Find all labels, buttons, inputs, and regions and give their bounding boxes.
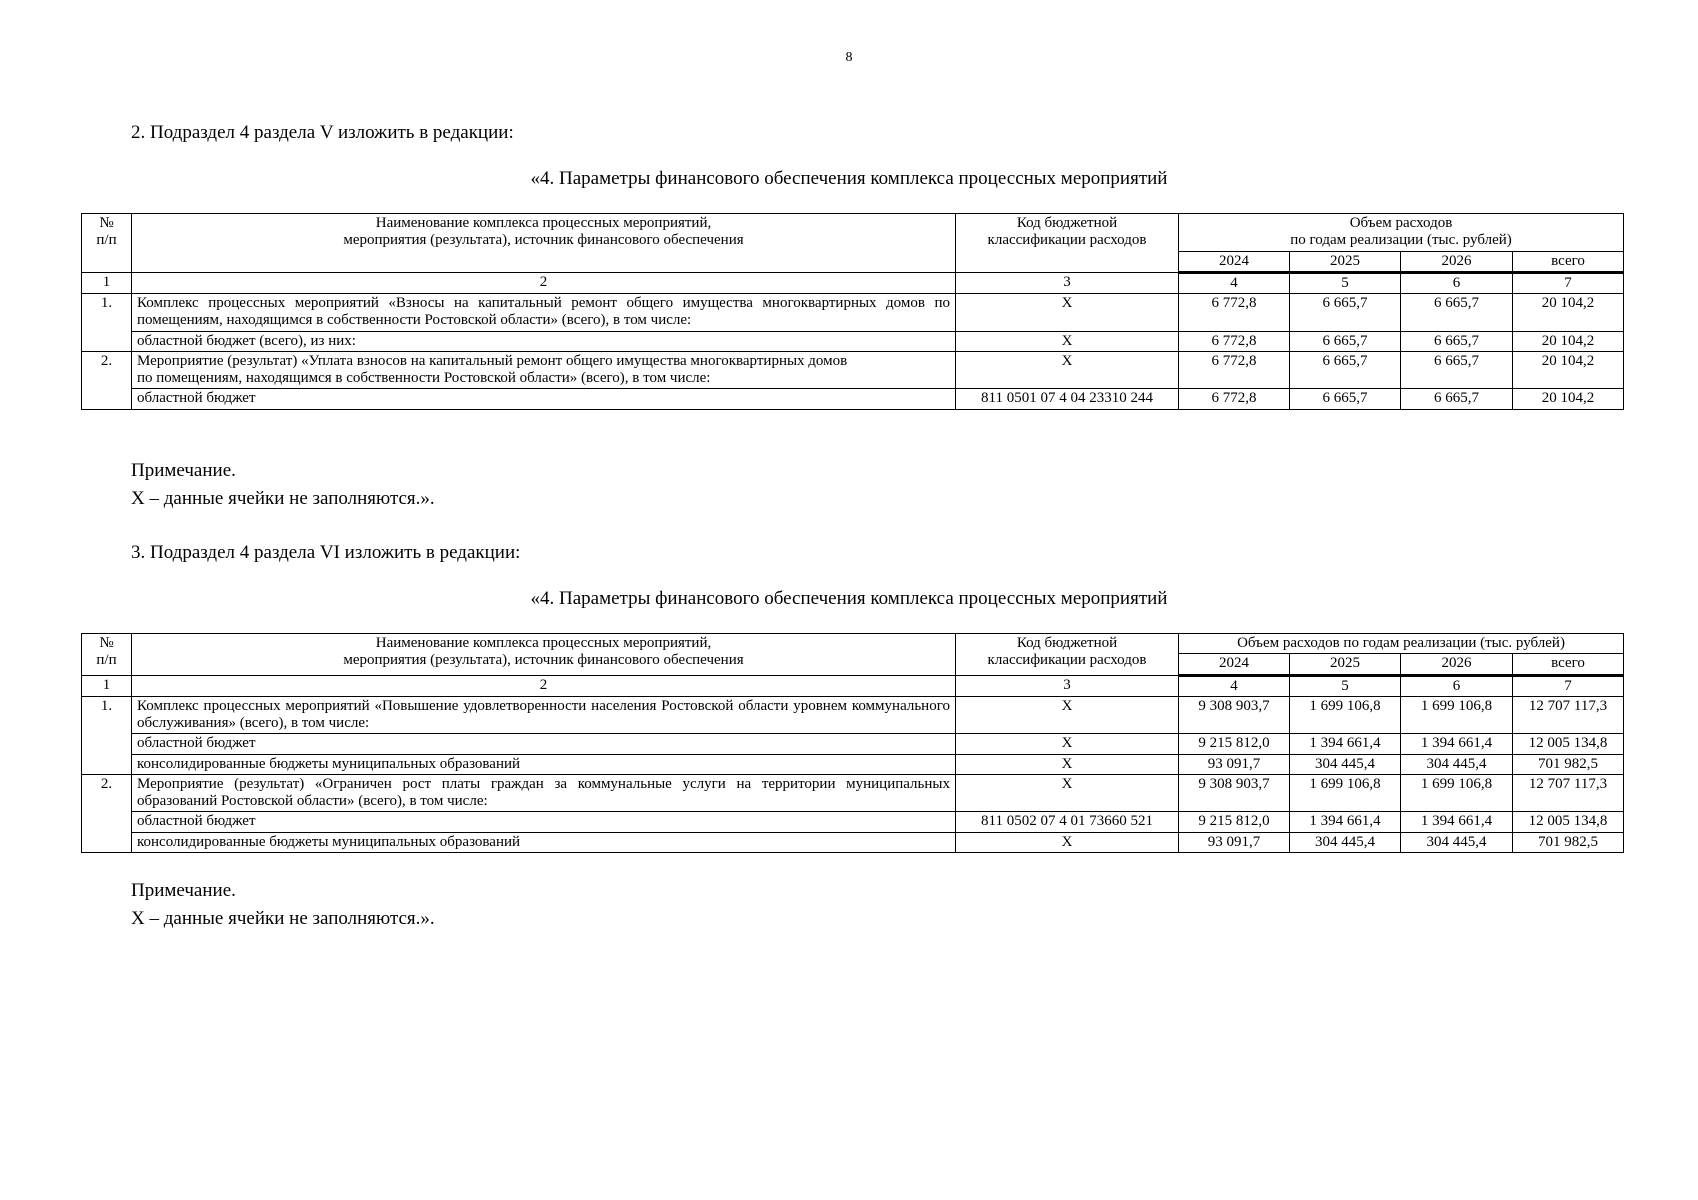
row-value-total: 701 982,5 — [1513, 754, 1624, 774]
row-value-2024: 6 772,8 — [1179, 294, 1290, 332]
section-2-intro: 3. Подраздел 4 раздела VI изложить в редакции: — [131, 542, 521, 563]
colnum: 4 — [1179, 675, 1290, 696]
row-value-total: 20 104,2 — [1513, 294, 1624, 332]
row-name: Мероприятие (результат) «Уплата взносов на капитальный ремонт общего имущества многоквартирных домов по помещениям, находящимся в собственности Ростовской области» (всего), в том числе: — [132, 351, 956, 389]
header-year-2025: 2025 — [1290, 654, 1401, 675]
header-name: Наименование комплекса процессных мероприятий, мероприятия (результата), источник финансового обеспечения — [132, 214, 956, 273]
table-row — [82, 734, 1624, 754]
column-number-row — [82, 675, 1624, 696]
table-row — [82, 294, 1624, 332]
row-code: X — [956, 774, 1179, 812]
row-value-2024: 9 215 812,0 — [1179, 734, 1290, 754]
table-header-row — [82, 634, 1624, 654]
note-text: X – данные ячейки не заполняются.». — [131, 488, 435, 509]
header-year-2024: 2024 — [1179, 251, 1290, 272]
header-year-2026: 2026 — [1401, 251, 1513, 272]
header-total: всего — [1513, 654, 1624, 675]
row-name: областной бюджет — [132, 812, 956, 832]
table-row — [82, 389, 1624, 409]
row-value-2025: 304 445,4 — [1290, 754, 1401, 774]
finance-table-1 — [81, 213, 1624, 410]
header-num: № п/п — [82, 214, 132, 273]
row-code: X — [956, 351, 1179, 389]
row-value-2024: 6 772,8 — [1179, 351, 1290, 389]
header-num: № п/п — [82, 634, 132, 676]
header-year-2024: 2024 — [1179, 654, 1290, 675]
row-value-2026: 6 665,7 — [1401, 294, 1513, 332]
colnum: 4 — [1179, 272, 1290, 293]
section-1-intro: 2. Подраздел 4 раздела V изложить в редакции: — [131, 122, 514, 143]
row-name: областной бюджет — [132, 389, 956, 409]
row-code: 811 0502 07 4 01 73660 521 — [956, 812, 1179, 832]
row-value-2026: 304 445,4 — [1401, 832, 1513, 852]
colnum: 6 — [1401, 675, 1513, 696]
note-title: Примечание. — [131, 880, 236, 901]
row-value-2026: 304 445,4 — [1401, 754, 1513, 774]
colnum: 5 — [1290, 272, 1401, 293]
row-value-total: 20 104,2 — [1513, 331, 1624, 351]
header-year-2025: 2025 — [1290, 251, 1401, 272]
row-code: X — [956, 832, 1179, 852]
row-name: Комплекс процессных мероприятий «Повышение удовлетворенности населения Ростовской области уровнем коммунального обслуживания» (всего), в том числе: — [132, 696, 956, 734]
row-value-total: 20 104,2 — [1513, 351, 1624, 389]
row-code: X — [956, 294, 1179, 332]
section-1-title: «4. Параметры финансового обеспечения комплекса процессных мероприятий — [530, 168, 1168, 189]
header-code: Код бюджетной классификации расходов — [956, 214, 1179, 273]
row-value-2025: 6 665,7 — [1290, 294, 1401, 332]
section-2-note — [131, 877, 435, 933]
row-code: X — [956, 696, 1179, 734]
row-name: консолидированные бюджеты муниципальных образований — [132, 832, 956, 852]
colnum: 5 — [1290, 675, 1401, 696]
row-value-2024: 6 772,8 — [1179, 331, 1290, 351]
table-row — [82, 774, 1624, 812]
header-total: всего — [1513, 251, 1624, 272]
row-value-2026: 6 665,7 — [1401, 331, 1513, 351]
row-value-2024: 93 091,7 — [1179, 754, 1290, 774]
row-value-2024: 9 308 903,7 — [1179, 774, 1290, 812]
row-value-total: 12 005 134,8 — [1513, 812, 1624, 832]
colnum: 6 — [1401, 272, 1513, 293]
table-row — [82, 331, 1624, 351]
row-value-2024: 9 215 812,0 — [1179, 812, 1290, 832]
table-row — [82, 754, 1624, 774]
row-value-total: 20 104,2 — [1513, 389, 1624, 409]
table-row — [82, 696, 1624, 734]
row-value-2025: 1 699 106,8 — [1290, 774, 1401, 812]
note-title: Примечание. — [131, 460, 236, 481]
row-value-total: 12 707 117,3 — [1513, 696, 1624, 734]
row-num: 1. — [82, 294, 132, 352]
row-value-2026: 1 699 106,8 — [1401, 774, 1513, 812]
row-value-2025: 6 665,7 — [1290, 351, 1401, 389]
row-value-2026: 1 394 661,4 — [1401, 734, 1513, 754]
page-number: 8 — [845, 50, 853, 65]
row-code: X — [956, 754, 1179, 774]
row-num: 2. — [82, 351, 132, 409]
colnum: 3 — [956, 272, 1179, 293]
row-value-2026: 1 699 106,8 — [1401, 696, 1513, 734]
header-name: Наименование комплекса процессных мероприятий, мероприятия (результата), источник финансового обеспечения — [132, 634, 956, 676]
header-volume: Объем расходов по годам реализации (тыс. рублей) — [1179, 634, 1624, 654]
row-code: 811 0501 07 4 04 23310 244 — [956, 389, 1179, 409]
colnum: 3 — [956, 675, 1179, 696]
row-name: Мероприятие (результат) «Ограничен рост платы граждан за коммунальные услуги на территории муниципальных образований Ростовской области» (всего), в том числе: — [132, 774, 956, 812]
note-text: X – данные ячейки не заполняются.». — [131, 908, 435, 929]
row-code: X — [956, 734, 1179, 754]
table-row — [82, 351, 1624, 389]
row-num: 2. — [82, 774, 132, 852]
row-value-2024: 6 772,8 — [1179, 389, 1290, 409]
row-value-2025: 6 665,7 — [1290, 331, 1401, 351]
row-name: областной бюджет — [132, 734, 956, 754]
header-year-2026: 2026 — [1401, 654, 1513, 675]
colnum: 7 — [1513, 272, 1624, 293]
row-value-2024: 9 308 903,7 — [1179, 696, 1290, 734]
row-value-2025: 304 445,4 — [1290, 832, 1401, 852]
table-row — [82, 812, 1624, 832]
row-value-total: 12 707 117,3 — [1513, 774, 1624, 812]
row-num: 1. — [82, 696, 132, 774]
table-row — [82, 832, 1624, 852]
colnum: 1 — [82, 675, 132, 696]
colnum: 7 — [1513, 675, 1624, 696]
row-value-2025: 1 394 661,4 — [1290, 734, 1401, 754]
header-code: Код бюджетной классификации расходов — [956, 634, 1179, 676]
row-value-total: 12 005 134,8 — [1513, 734, 1624, 754]
colnum: 2 — [132, 272, 956, 293]
row-value-2026: 6 665,7 — [1401, 389, 1513, 409]
row-name: Комплекс процессных мероприятий «Взносы на капитальный ремонт общего имущества многоквартирных домов по помещениям, находящимся в собственности Ростовской области» (всего), в том числе: — [132, 294, 956, 332]
finance-table-2 — [81, 633, 1624, 853]
table-header-row — [82, 214, 1624, 252]
row-value-total: 701 982,5 — [1513, 832, 1624, 852]
section-2-title: «4. Параметры финансового обеспечения комплекса процессных мероприятий — [530, 588, 1168, 609]
section-1-note — [131, 457, 435, 513]
row-value-2025: 1 699 106,8 — [1290, 696, 1401, 734]
row-value-2024: 93 091,7 — [1179, 832, 1290, 852]
row-name: областной бюджет (всего), из них: — [132, 331, 956, 351]
row-value-2026: 6 665,7 — [1401, 351, 1513, 389]
row-value-2025: 1 394 661,4 — [1290, 812, 1401, 832]
row-name: консолидированные бюджеты муниципальных образований — [132, 754, 956, 774]
row-code: X — [956, 331, 1179, 351]
header-volume: Объем расходов по годам реализации (тыс. рублей) — [1179, 214, 1624, 252]
colnum: 2 — [132, 675, 956, 696]
row-value-2026: 1 394 661,4 — [1401, 812, 1513, 832]
row-value-2025: 6 665,7 — [1290, 389, 1401, 409]
column-number-row — [82, 272, 1624, 293]
colnum: 1 — [82, 272, 132, 293]
